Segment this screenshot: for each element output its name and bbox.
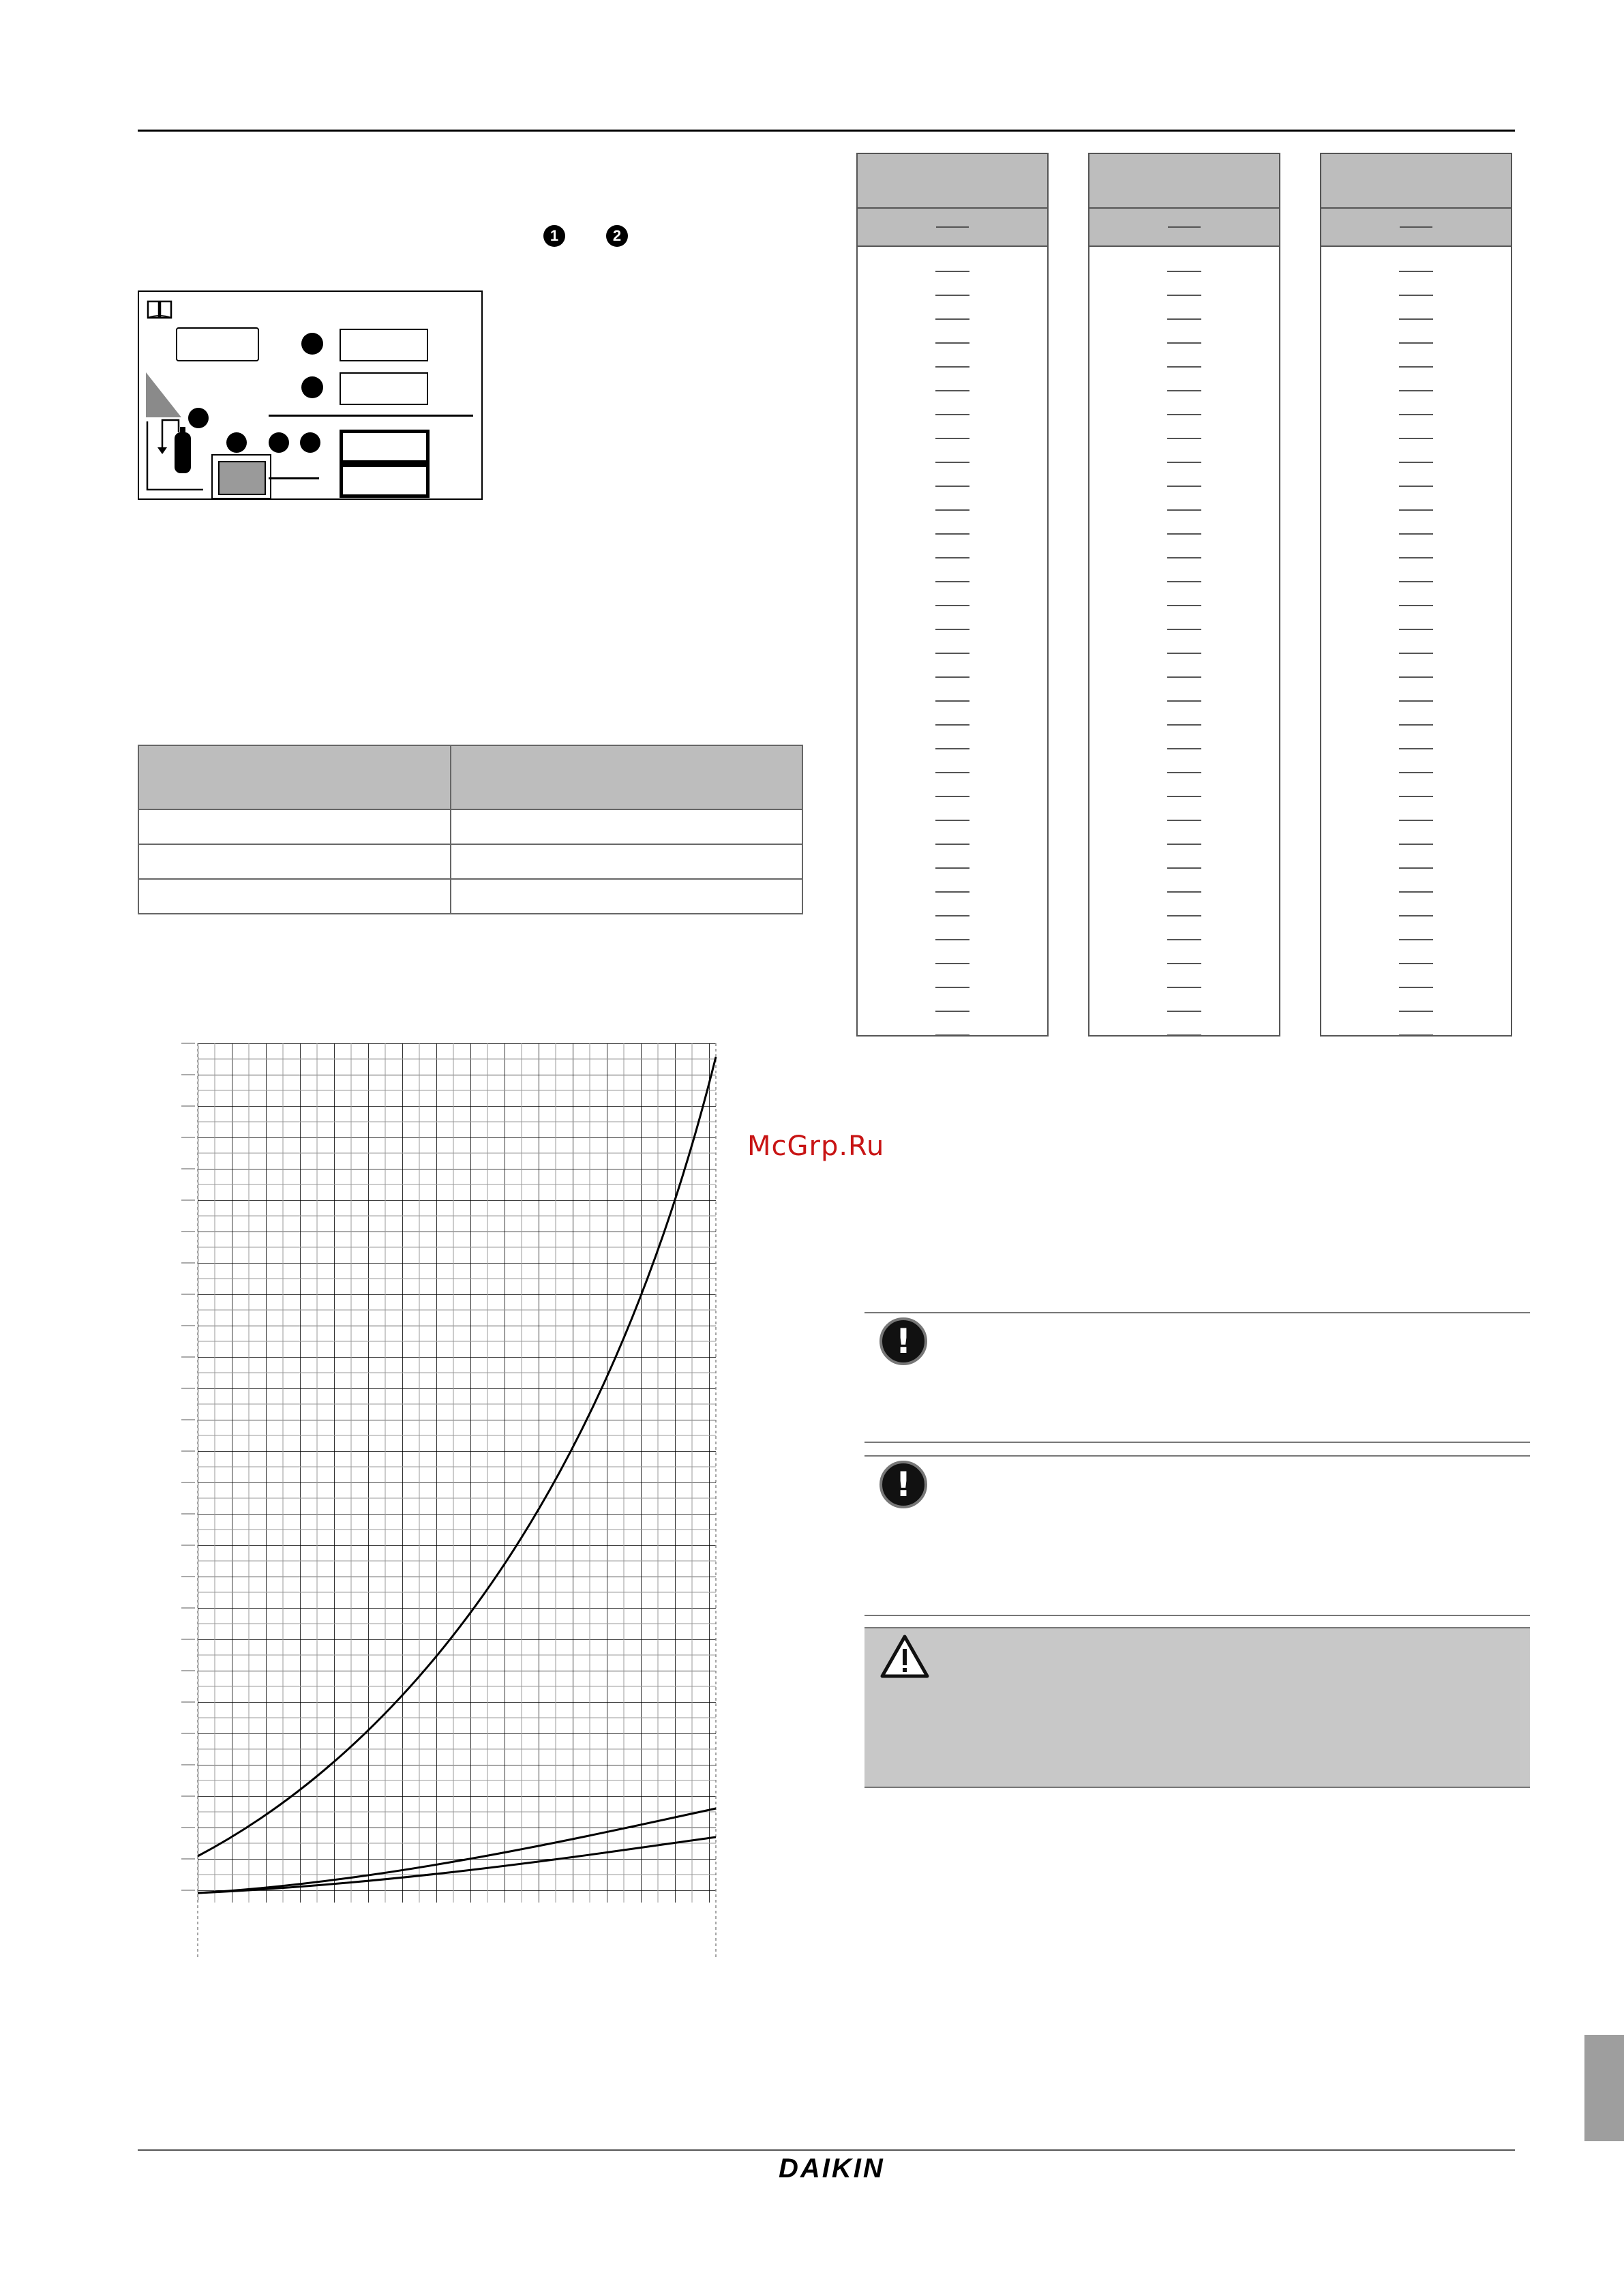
table-row	[1321, 402, 1511, 426]
table-row	[1089, 927, 1279, 951]
table-row	[858, 498, 1047, 522]
table-row	[1321, 617, 1511, 641]
note-1-top-rule	[864, 1312, 1530, 1313]
table-row	[1321, 546, 1511, 569]
table-row	[1089, 713, 1279, 736]
table-row	[1089, 307, 1279, 331]
caution-box	[864, 1627, 1530, 1788]
table-row	[1321, 1023, 1511, 1047]
table-row	[858, 951, 1047, 975]
table-row	[1321, 832, 1511, 856]
table-row	[1089, 546, 1279, 569]
table-row	[1089, 283, 1279, 307]
table-row	[1321, 378, 1511, 402]
note-2-bottom-rule	[864, 1615, 1530, 1616]
column-table-2	[1088, 153, 1280, 1037]
table-row	[1321, 736, 1511, 760]
table-row	[1089, 378, 1279, 402]
table-row	[138, 809, 802, 844]
performance-chart	[157, 1030, 730, 1964]
table-row	[858, 760, 1047, 784]
table-row	[858, 999, 1047, 1023]
label-dot-4a	[269, 432, 289, 453]
table-row	[1321, 450, 1511, 474]
label-field-a	[176, 327, 259, 361]
label-dot-1	[301, 333, 323, 355]
chart-grid	[198, 1043, 716, 1903]
label-gray-square	[211, 454, 271, 499]
table-row	[1089, 832, 1279, 856]
table-row	[1089, 904, 1279, 927]
table-row	[1321, 808, 1511, 832]
spec-header-1	[138, 745, 451, 809]
table-row	[1089, 450, 1279, 474]
table-row	[1089, 402, 1279, 426]
watermark: McGrp.Ru	[747, 1131, 885, 1162]
table-row	[1089, 426, 1279, 450]
table-row	[858, 522, 1047, 546]
table-row	[1089, 259, 1279, 283]
label-field-1	[340, 329, 428, 361]
table-row	[1089, 593, 1279, 617]
table-row	[858, 617, 1047, 641]
spec-table	[138, 745, 803, 914]
table-row	[1321, 856, 1511, 880]
refrigerant-label-diagram	[138, 290, 483, 500]
table-row	[1321, 355, 1511, 378]
table-row	[1321, 689, 1511, 713]
table-row	[858, 808, 1047, 832]
table-row	[1321, 713, 1511, 736]
table-row	[858, 880, 1047, 904]
table-row	[858, 832, 1047, 856]
column-table-3	[1320, 153, 1512, 1037]
label-dot-3b	[226, 432, 247, 453]
table-row	[1321, 951, 1511, 975]
table-row	[1321, 927, 1511, 951]
table-row	[1089, 736, 1279, 760]
label-dot-4b	[300, 432, 320, 453]
table-row	[1089, 355, 1279, 378]
label-field-3	[340, 430, 430, 464]
table-row	[1089, 856, 1279, 880]
chart-ticks	[181, 1043, 195, 1890]
table-row	[1089, 498, 1279, 522]
table-row	[1089, 784, 1279, 808]
table-row	[1089, 760, 1279, 784]
label-small-line	[269, 477, 319, 479]
table-row	[1321, 307, 1511, 331]
table-row	[1321, 569, 1511, 593]
table-row	[1089, 569, 1279, 593]
table-row	[1089, 808, 1279, 832]
table-row	[138, 879, 802, 914]
table-row	[858, 450, 1047, 474]
warning-triangle-icon	[879, 1634, 930, 1679]
table-row	[1321, 784, 1511, 808]
table-row	[1089, 665, 1279, 689]
callout-2: 2	[606, 225, 628, 247]
table-row	[858, 593, 1047, 617]
table-row	[858, 259, 1047, 283]
table-row	[1089, 689, 1279, 713]
table-row	[858, 1023, 1047, 1047]
table-row	[1089, 880, 1279, 904]
table-row	[858, 856, 1047, 880]
label-field-4	[340, 464, 430, 498]
table-row	[1089, 1023, 1279, 1047]
label-dot-3a	[188, 408, 209, 428]
section-side-tab	[1584, 2035, 1624, 2141]
table-row	[1321, 760, 1511, 784]
table-row	[1089, 999, 1279, 1023]
note-2-top-rule	[864, 1455, 1530, 1457]
exclamation-circle-icon: !	[879, 1461, 927, 1508]
table-row	[858, 283, 1047, 307]
table-row	[858, 307, 1047, 331]
table-row	[858, 402, 1047, 426]
table-row	[858, 641, 1047, 665]
table-row	[858, 689, 1047, 713]
table-row	[1321, 593, 1511, 617]
label-dot-2	[301, 376, 323, 398]
table-row	[1089, 617, 1279, 641]
column-table-1	[856, 153, 1049, 1037]
table-row	[858, 378, 1047, 402]
table-row	[1321, 426, 1511, 450]
spec-header-2	[451, 745, 802, 809]
table-row	[1321, 665, 1511, 689]
table-row	[1321, 999, 1511, 1023]
table-row	[858, 474, 1047, 498]
table-row	[858, 665, 1047, 689]
table-row	[858, 331, 1047, 355]
table-row	[1089, 522, 1279, 546]
table-row	[1089, 641, 1279, 665]
table-row	[858, 426, 1047, 450]
table-row	[1321, 975, 1511, 999]
table-row	[858, 975, 1047, 999]
table-row	[1321, 904, 1511, 927]
table-row	[858, 904, 1047, 927]
table-row	[1321, 474, 1511, 498]
footer-rule	[138, 2149, 1515, 2151]
exclamation-circle-icon: !	[879, 1317, 927, 1365]
table-row	[1321, 283, 1511, 307]
top-rule	[138, 130, 1515, 132]
callout-1: 1	[543, 225, 565, 247]
table-row	[858, 927, 1047, 951]
table-row	[1089, 331, 1279, 355]
table-row	[858, 569, 1047, 593]
label-divider	[269, 415, 473, 417]
label-field-2	[340, 372, 428, 405]
table-row	[1321, 259, 1511, 283]
table-row	[1321, 331, 1511, 355]
table-row	[1321, 522, 1511, 546]
table-row	[858, 736, 1047, 760]
table-row	[858, 784, 1047, 808]
table-row	[138, 844, 802, 879]
table-row	[1321, 498, 1511, 522]
table-row	[858, 355, 1047, 378]
table-row	[1089, 474, 1279, 498]
manual-book-icon	[146, 297, 173, 320]
table-row	[1321, 880, 1511, 904]
table-row	[858, 546, 1047, 569]
table-row	[1089, 951, 1279, 975]
table-row	[1321, 641, 1511, 665]
table-row	[1089, 975, 1279, 999]
note-1-bottom-rule	[864, 1442, 1530, 1443]
daikin-logo: DAIKIN	[779, 2153, 885, 2183]
table-row	[858, 713, 1047, 736]
